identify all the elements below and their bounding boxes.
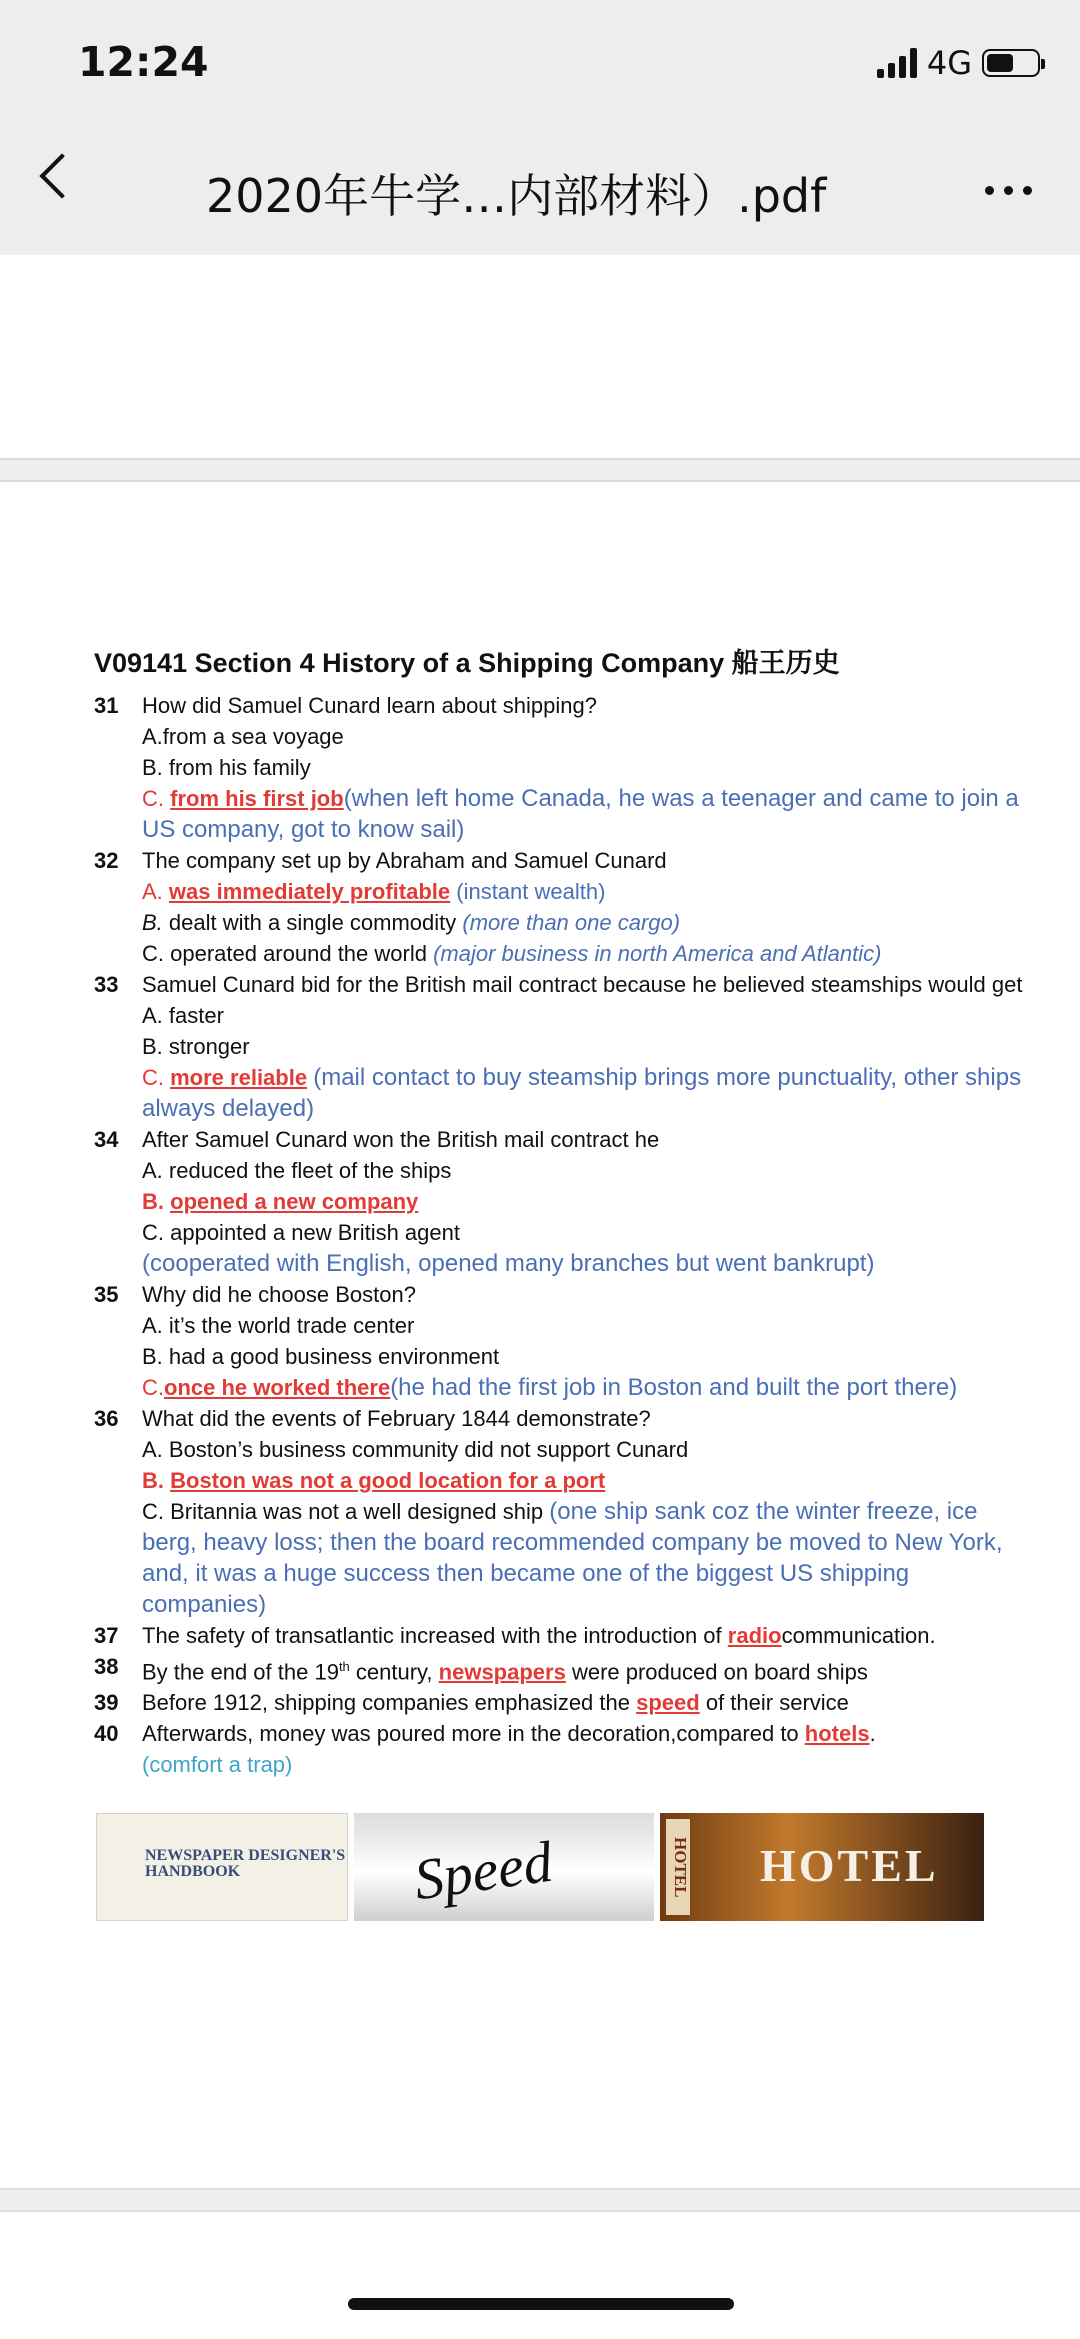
- answer-text: was immediately profitable: [168, 879, 451, 904]
- answer-note: (mail contact to buy steamship brings more punctuality, other ships always delayed): [142, 1064, 1022, 1122]
- question-33: [94, 969, 1024, 1000]
- sentence-mid: century,: [349, 1659, 433, 1685]
- answer-text: radio: [727, 1623, 782, 1648]
- option-prefix: A.: [142, 879, 163, 904]
- option-b-answer: [94, 1465, 1024, 1496]
- option-text: dealt with a single commodity: [168, 910, 457, 935]
- sentence-start: Before 1912, shipping companies emphasized the: [142, 1690, 630, 1716]
- answer-note: [94, 1248, 1024, 1279]
- network-label: 4G: [926, 44, 972, 82]
- answer-note: [94, 1749, 1024, 1780]
- answer-text: from his first job: [170, 786, 344, 811]
- hotel-vertical-sign: HOTEL: [666, 1819, 690, 1915]
- newspaper-book-image: [96, 1813, 348, 1921]
- option-note: (major business in north America and Atlantic): [433, 941, 882, 966]
- question-35: [94, 1279, 1024, 1310]
- answer-text: speed: [636, 1690, 700, 1716]
- question-32: [94, 845, 1024, 876]
- question-number: 38: [94, 1654, 119, 1679]
- answer-text: opened a new company: [170, 1189, 419, 1214]
- option-c: C. appointed a new British agent: [142, 1220, 460, 1245]
- note-text: (comfort a trap): [142, 1752, 293, 1778]
- option-c: [94, 1496, 1024, 1620]
- sentence-start: By the end of the 19: [142, 1659, 339, 1685]
- question-39: [94, 1687, 1024, 1718]
- sentence-start: The safety of transatlantic increased with the introduction of: [142, 1623, 722, 1648]
- option-b: [94, 907, 1024, 938]
- battery-icon: [982, 49, 1040, 77]
- speed-image: [354, 1813, 654, 1921]
- question-31: [94, 690, 1024, 721]
- question-text: The company set up by Abraham and Samuel Cunard: [142, 848, 667, 873]
- book-cover-text: NEWSPAPER DESIGNER'S HANDBOOK: [145, 1847, 346, 1880]
- page-separator: [0, 458, 1080, 482]
- option-a: A. reduced the fleet of the ships: [142, 1158, 452, 1183]
- option-c-answer: [94, 1062, 1024, 1124]
- question-34: [94, 1124, 1024, 1155]
- answer-text: Boston was not a good location for a port: [170, 1468, 606, 1493]
- question-37: [94, 1620, 1024, 1651]
- hotel-sign-text: HOTEL: [760, 1840, 939, 1891]
- question-text: Why did he choose Boston?: [142, 1282, 416, 1307]
- option-b: B. stronger: [142, 1034, 250, 1059]
- option-note: (more than one cargo): [462, 910, 681, 935]
- option-prefix: B.: [142, 1189, 164, 1214]
- option-prefix: B.: [142, 910, 163, 935]
- question-text: How did Samuel Cunard learn about shipping?: [142, 693, 597, 718]
- chevron-left-icon[interactable]: [39, 153, 84, 198]
- question-number: 31: [94, 693, 119, 718]
- page-content: [94, 641, 1024, 1780]
- option-note: (one ship sank coz the winter freeze, ice berg, heavy loss; then the board recommended company be moved to New York, and, it was a huge success then became one of the biggest US shipping companies): [142, 1498, 1003, 1618]
- home-indicator[interactable]: [348, 2298, 734, 2310]
- question-36: [94, 1403, 1024, 1434]
- option-b: B. had a good business environment: [142, 1344, 500, 1369]
- note-text: (cooperated with English, opened many branches but went bankrupt): [142, 1250, 875, 1277]
- answer-text: more reliable: [170, 1065, 308, 1090]
- question-text: After Samuel Cunard won the British mail contract he: [142, 1127, 660, 1152]
- option-text: C. operated around the world: [142, 941, 427, 966]
- option-c-answer: [94, 1372, 1024, 1403]
- page-separator: [0, 2188, 1080, 2212]
- option-c-answer: [94, 783, 1024, 845]
- option-a: A. it’s the world trade center: [142, 1313, 415, 1338]
- question-number: 36: [94, 1406, 119, 1431]
- question-number: 33: [94, 972, 119, 997]
- option-a: A.from a sea voyage: [142, 724, 344, 749]
- option-text: C. Britannia was not a well designed ship: [142, 1499, 544, 1524]
- answer-note: (when left home Canada, he was a teenager and came to join a US company, got to know sail): [142, 785, 1019, 843]
- illustration-strip: [96, 1813, 986, 1921]
- hotel-image: [660, 1813, 984, 1921]
- option-a: A. Boston’s business community did not support Cunard: [142, 1437, 689, 1462]
- top-bar: [0, 0, 1080, 255]
- signal-icon: [877, 48, 917, 78]
- question-number: 39: [94, 1690, 119, 1716]
- option-c: [94, 938, 1024, 969]
- sentence-end: .: [869, 1721, 876, 1747]
- option-prefix: C.: [142, 786, 164, 811]
- answer-text: hotels: [804, 1721, 870, 1747]
- question-text: Samuel Cunard bid for the British mail contract because he believed steamships would get: [142, 972, 1023, 997]
- sentence-end: communication.: [781, 1623, 936, 1648]
- question-number: 32: [94, 848, 119, 873]
- section-heading: V09141 Section 4 History of a Shipping Company 船王历史: [94, 648, 840, 678]
- sentence-end: were produced on board ships: [571, 1659, 868, 1685]
- option-a-answer: [94, 876, 1024, 907]
- option-prefix: C.: [142, 1065, 164, 1090]
- question-number: 35: [94, 1282, 119, 1307]
- answer-text: newspapers: [438, 1659, 566, 1685]
- option-b: B. from his family: [142, 755, 311, 780]
- answer-note: (instant wealth): [456, 879, 606, 904]
- question-number: 34: [94, 1127, 119, 1152]
- more-icon[interactable]: [985, 186, 1032, 195]
- document-title: 2020年牛学…内部材料）.pdf: [206, 169, 827, 223]
- status-indicators: [877, 44, 1040, 82]
- superscript: th: [338, 1659, 350, 1674]
- pdf-page: [0, 485, 1080, 2190]
- speed-text: Speed: [410, 1828, 557, 1913]
- question-number: 40: [94, 1721, 119, 1747]
- question-text: What did the events of February 1844 demonstrate?: [142, 1406, 651, 1431]
- question-40: [94, 1718, 1024, 1749]
- question-number: 37: [94, 1623, 119, 1648]
- status-time: 12:24: [78, 38, 209, 86]
- option-prefix: B.: [142, 1468, 164, 1493]
- option-a: A. faster: [142, 1003, 224, 1028]
- option-prefix: C.: [142, 1375, 164, 1400]
- answer-text: once he worked there: [164, 1375, 391, 1400]
- sentence-start: Afterwards, money was poured more in the decoration,compared to: [142, 1721, 799, 1747]
- option-b-answer: [94, 1186, 1024, 1217]
- sentence-end: of their service: [705, 1690, 849, 1716]
- answer-note: (he had the first job in Boston and built the port there): [390, 1374, 958, 1401]
- question-38: [94, 1651, 1024, 1687]
